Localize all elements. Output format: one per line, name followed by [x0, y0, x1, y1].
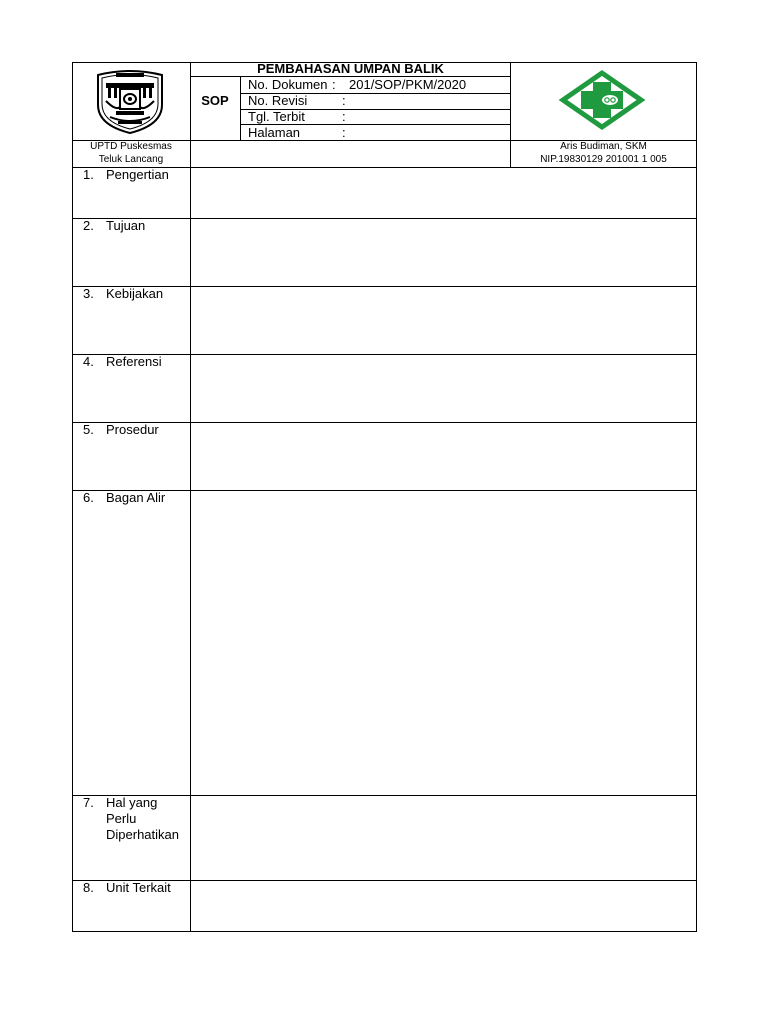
sop-divider: [240, 76, 241, 140]
table-border-right: [696, 62, 697, 932]
label-column-divider: [190, 62, 191, 932]
doc-number-value: 201/SOP/PKM/2020: [349, 77, 467, 92]
table-border-bottom: [72, 931, 697, 932]
issue-date-label: Tgl. Terbit: [248, 109, 305, 124]
section-number: 3.: [83, 286, 94, 301]
signatory-nip: NIP.19830129 201001 1 005: [540, 154, 667, 165]
section-number: 4.: [83, 354, 94, 369]
section-number: 7.: [83, 795, 94, 810]
section-label-hal-yang-perlu-diperhatikan: Hal yang Perlu Diperhatikan: [106, 795, 179, 842]
page-sep: :: [342, 125, 346, 140]
revision-label: No. Revisi: [248, 93, 308, 108]
regency-emblem-logo: [92, 67, 168, 135]
section-number: 5.: [83, 422, 94, 437]
institution-line-1: UPTD Puskesmas: [90, 141, 172, 152]
institution-line-2: Teluk Lancang: [98, 154, 164, 165]
institution-name: [72, 140, 190, 166]
section-label-kebijakan: Kebijakan: [106, 286, 164, 301]
section-number: 2.: [83, 218, 94, 233]
section-label-prosedur: Prosedur: [106, 422, 159, 437]
doc-number-label: No. Dokumen: [248, 77, 328, 92]
section-label-pengertian: Pengertian: [106, 167, 169, 182]
revision-sep: :: [342, 93, 346, 108]
section-label-unit-terkait: Unit Terkait: [106, 880, 171, 895]
signatory-name: Aris Budiman, SKM: [560, 141, 647, 152]
section-label-tujuan: Tujuan: [106, 218, 146, 233]
section-number: 6.: [83, 490, 94, 505]
sop-label: SOP: [201, 93, 229, 108]
doc-number-sep: :: [332, 77, 336, 92]
section-label-referensi: Referensi: [106, 354, 162, 369]
issue-date-sep: :: [342, 109, 346, 124]
section-label-bagan-alir: Bagan Alir: [106, 490, 166, 505]
puskesmas-logo: [557, 69, 647, 131]
document-title: PEMBAHASAN UMPAN BALIK: [257, 61, 444, 76]
signatory-block: [511, 140, 696, 166]
section-number: 8.: [83, 880, 94, 895]
page-label: Halaman: [248, 125, 301, 140]
section-number: 1.: [83, 167, 94, 182]
table-border-left: [72, 62, 73, 932]
